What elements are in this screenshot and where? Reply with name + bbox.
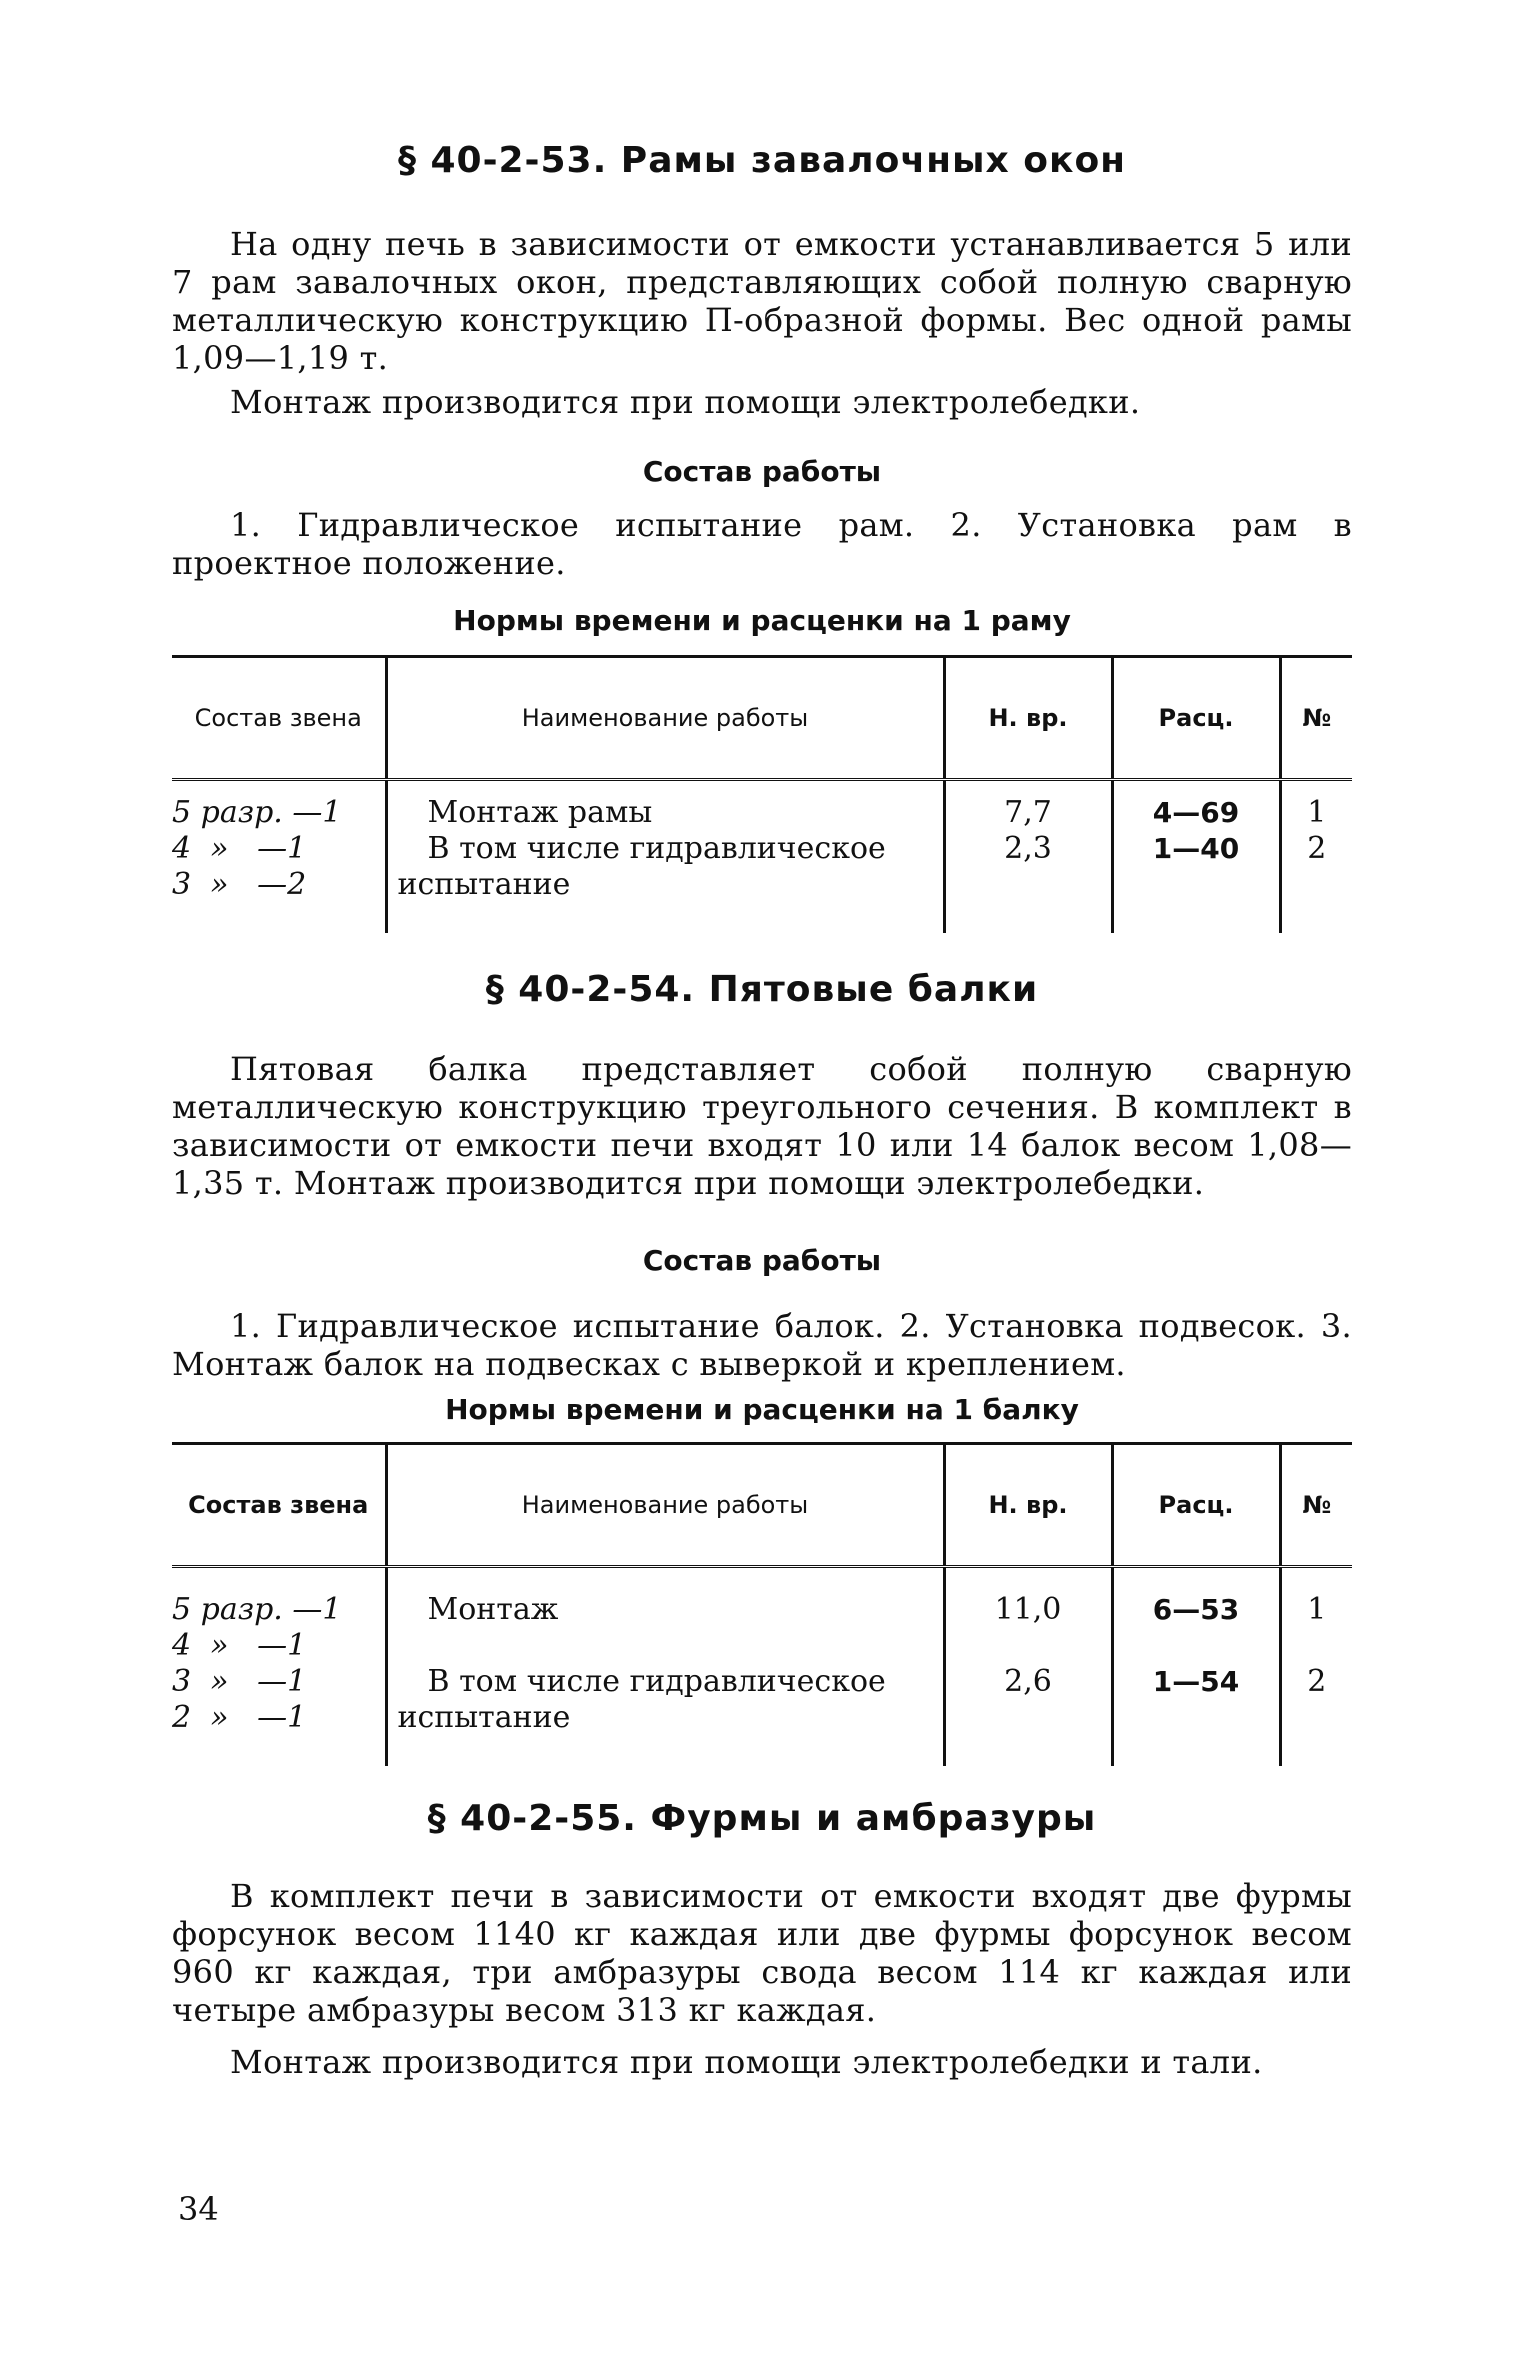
table-header-row [172, 657, 1352, 780]
price-value: 1—40 [1152, 832, 1240, 865]
time-norm-value: 7,7 [1004, 795, 1052, 830]
header-time-norm: Н. вр. [944, 1444, 1112, 1567]
section-55-paragraph-2: Монтаж производится при помощи электролебедки и тали. [230, 2043, 1263, 2081]
crew-cell [172, 1567, 386, 1767]
price-cell [1112, 780, 1280, 934]
section-53-table-caption: Нормы времени и расценки на 1 раму [453, 604, 1071, 637]
header-price: Расц. [1112, 1444, 1280, 1567]
time-norm-cell [944, 780, 1112, 934]
section-title-40-2-55: § 40-2-55. Фурмы и амбразуры [427, 1798, 1097, 1839]
section-54-work-text: 1. Гидравлическое испытание балок. 2. Установка подвесок. 3. Монтаж балок на подвесках с выверкой и креплением. [172, 1307, 1352, 1383]
table-row [172, 1567, 1352, 1767]
section-53-paragraph-1: На одну печь в зависимости от емкости устанавливается 5 или 7 рам завалочных окон, представляющих собой полную сварную металлическую конструкцию П-образной формы. Вес одной рамы 1,09—1,19 т. [172, 225, 1352, 377]
header-work-name: Наименование работы [386, 1444, 944, 1567]
time-norm-cell [944, 1567, 1112, 1767]
price-value: 6—53 [1152, 1593, 1240, 1626]
crew-line: 4 » —1 [172, 831, 307, 866]
crew-line: 3 » —1 [172, 1664, 307, 1699]
work-name: В том числе гидравлическое испытание [397, 1664, 886, 1735]
section-title-40-2-54: § 40-2-54. Пятовые балки [485, 969, 1039, 1010]
section-54-norms-table [172, 1442, 1352, 1766]
section-53-work-text: 1. Гидравлическое испытание рам. 2. Установка рам в проектное положение. [172, 506, 1352, 582]
row-number: 1 [1307, 1592, 1327, 1627]
section-53-norms-table [172, 655, 1352, 933]
price-cell [1112, 1567, 1280, 1767]
header-time-norm: Н. вр. [944, 657, 1112, 780]
number-cell [1280, 780, 1352, 934]
crew-line: 5 разр. —1 [172, 795, 342, 830]
crew-cell [172, 780, 386, 934]
table-row [172, 780, 1352, 934]
crew-line: 5 разр. —1 [172, 1592, 342, 1627]
crew-line: 4 » —1 [172, 1628, 307, 1663]
work-name: Монтаж рамы [427, 795, 653, 830]
work-name-cell [386, 1567, 944, 1767]
row-number: 1 [1307, 795, 1327, 830]
price-value: 4—69 [1152, 796, 1240, 829]
crew-line: 2 » —1 [172, 1700, 307, 1735]
header-number: № [1280, 657, 1352, 780]
page [172, 140, 1352, 2081]
header-crew: Состав звена [172, 657, 386, 780]
time-norm-value: 11,0 [994, 1592, 1062, 1627]
time-norm-value: 2,3 [1004, 831, 1052, 866]
row-number: 2 [1307, 831, 1327, 866]
page-number: 34 [178, 2190, 219, 2228]
header-number: № [1280, 1444, 1352, 1567]
header-crew: Состав звена [172, 1444, 386, 1567]
section-53-work-title: Состав работы [642, 455, 882, 488]
table-header-row [172, 1444, 1352, 1567]
header-price: Расц. [1112, 657, 1280, 780]
section-55-paragraph-1: В комплект печи в зависимости от емкости входят две фурмы форсунок весом 1140 кг каждая или две фурмы форсунок весом 960 кг каждая, три амбразуры свода весом 114 кг каждая или четыре амбразуры весом 313 кг каждая. [172, 1877, 1352, 2029]
section-54-work-title: Состав работы [642, 1244, 882, 1277]
crew-line: 3 » —2 [172, 867, 307, 902]
section-54-paragraph-1: Пятовая балка представляет собой полную сварную металлическую конструкцию треугольного сечения. В комплект в зависимости от емкости печи входят 10 или 14 балок весом 1,08—1,35 т. Монтаж производится при помощи электролебедки. [172, 1050, 1352, 1202]
number-cell [1280, 1567, 1352, 1767]
work-name-cell [386, 780, 944, 934]
work-name: Монтаж [427, 1592, 559, 1627]
work-name: В том числе гидравлическое испытание [397, 831, 886, 902]
section-title-40-2-53: § 40-2-53. Рамы завалочных окон [397, 140, 1127, 181]
section-53-paragraph-2: Монтаж производится при помощи электролебедки. [230, 383, 1141, 421]
time-norm-value: 2,6 [1004, 1664, 1052, 1699]
price-value: 1—54 [1152, 1665, 1240, 1698]
row-number: 2 [1307, 1664, 1327, 1699]
section-54-table-caption: Нормы времени и расценки на 1 балку [445, 1393, 1079, 1426]
header-work-name: Наименование работы [386, 657, 944, 780]
